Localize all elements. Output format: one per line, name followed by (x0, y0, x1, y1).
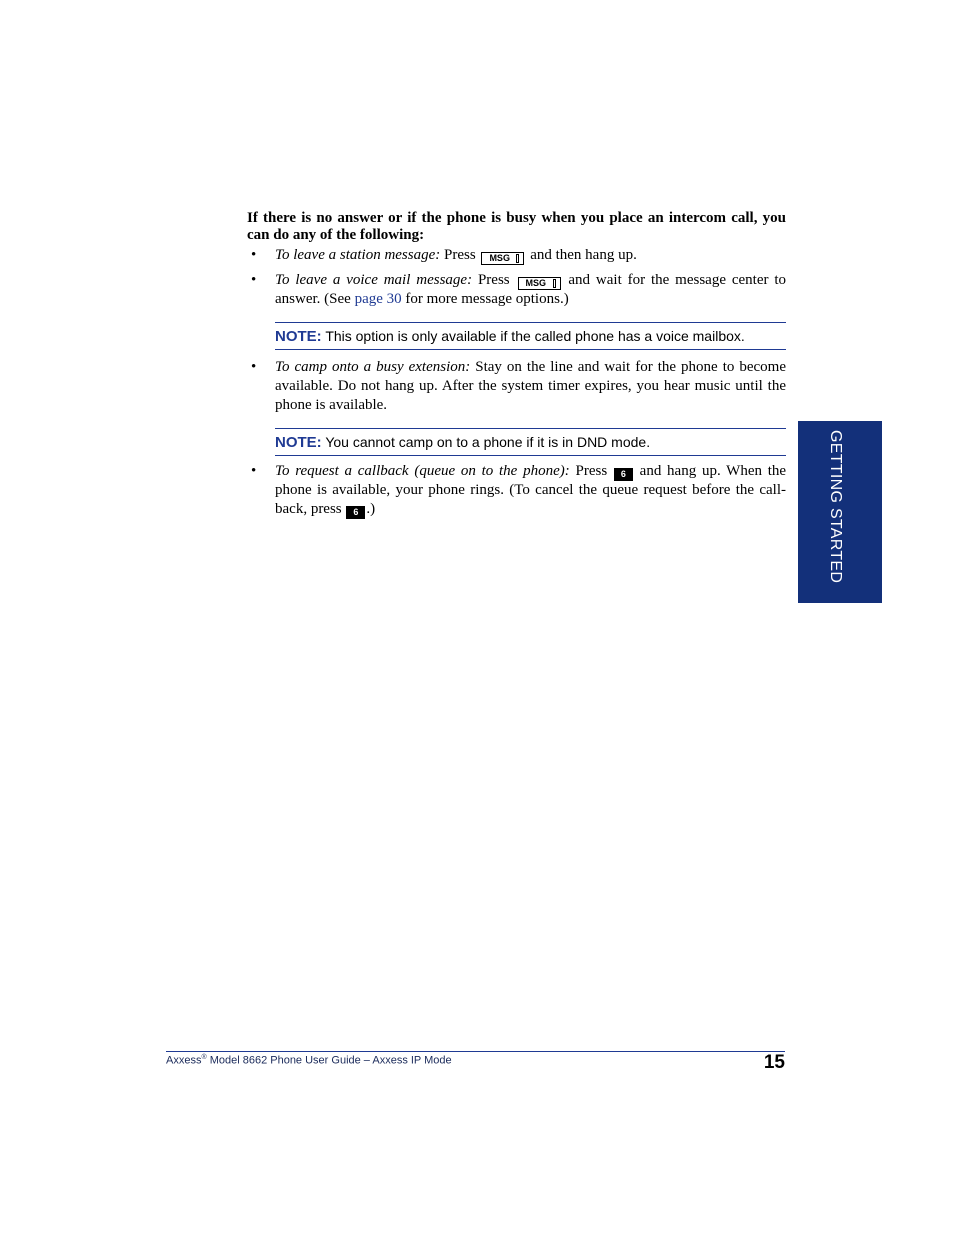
list-item (247, 246, 786, 265)
registered-mark: ® (201, 1054, 207, 1061)
intro-paragraph: If there is no answer or if the phone is busy when you place an intercom call, you can do any of the following: (247, 210, 786, 243)
key-label: MSG (489, 253, 510, 263)
item-text: and then hang up. (530, 247, 637, 263)
bullet-icon: • (251, 359, 257, 375)
item-text: and hang up. When the phone is available, your phone rings. (To cancel the queue request before the call-back, press (275, 463, 787, 517)
item-text: .) (366, 501, 376, 517)
note-label: NOTE: (275, 328, 322, 345)
msg-key-icon (518, 277, 561, 290)
item-text: Press (477, 272, 510, 288)
msg-key-icon (481, 252, 524, 265)
key-led-icon (553, 279, 556, 288)
footer-guide-title: Model 8662 Phone User Guide – Axxess IP Mode (209, 1054, 452, 1067)
footer-title (166, 1054, 452, 1067)
note-box (275, 428, 786, 456)
six-key-icon: 6 (614, 468, 633, 481)
key-label: MSG (525, 278, 547, 288)
bullet-icon: • (251, 463, 257, 479)
item-text: and wait for the message center to answer. (See (275, 272, 787, 307)
list-item (247, 462, 786, 519)
item-text: Stay on the line and wait for the phone to become available. Do not hang up. After the system timer expires, you hear music until the phone is available. (275, 359, 787, 413)
page-number: 15 (763, 1052, 785, 1073)
item-lead: To leave a station message: (275, 247, 441, 263)
note-text: This option is only available if the called phone has a voice mailbox. (325, 328, 745, 344)
footer-brand: Axxess (166, 1054, 202, 1067)
item-text: for more message options.) (405, 291, 569, 307)
note-label: NOTE: (275, 434, 322, 451)
item-lead: To leave a voice mail message: (275, 272, 473, 288)
note-text: You cannot camp on to a phone if it is in DND mode. (325, 434, 651, 450)
item-lead: To camp onto a busy extension: (275, 359, 471, 375)
item-text: Press (444, 247, 476, 263)
section-tab-label: GETTING STARTED (827, 430, 844, 584)
page-link[interactable]: page 30 (354, 291, 402, 307)
key-led-icon (516, 254, 519, 263)
note-box (275, 322, 786, 350)
bullet-icon: • (251, 247, 257, 263)
item-text: Press (575, 463, 608, 479)
section-tab (798, 421, 882, 603)
item-lead: To request a callback (queue on to the phone): (275, 463, 570, 479)
bullet-icon: • (251, 272, 257, 288)
six-key-icon: 6 (346, 506, 365, 519)
list-item (247, 271, 786, 309)
list-item (247, 358, 786, 415)
page-content (247, 210, 786, 519)
footer-divider (166, 1051, 785, 1052)
